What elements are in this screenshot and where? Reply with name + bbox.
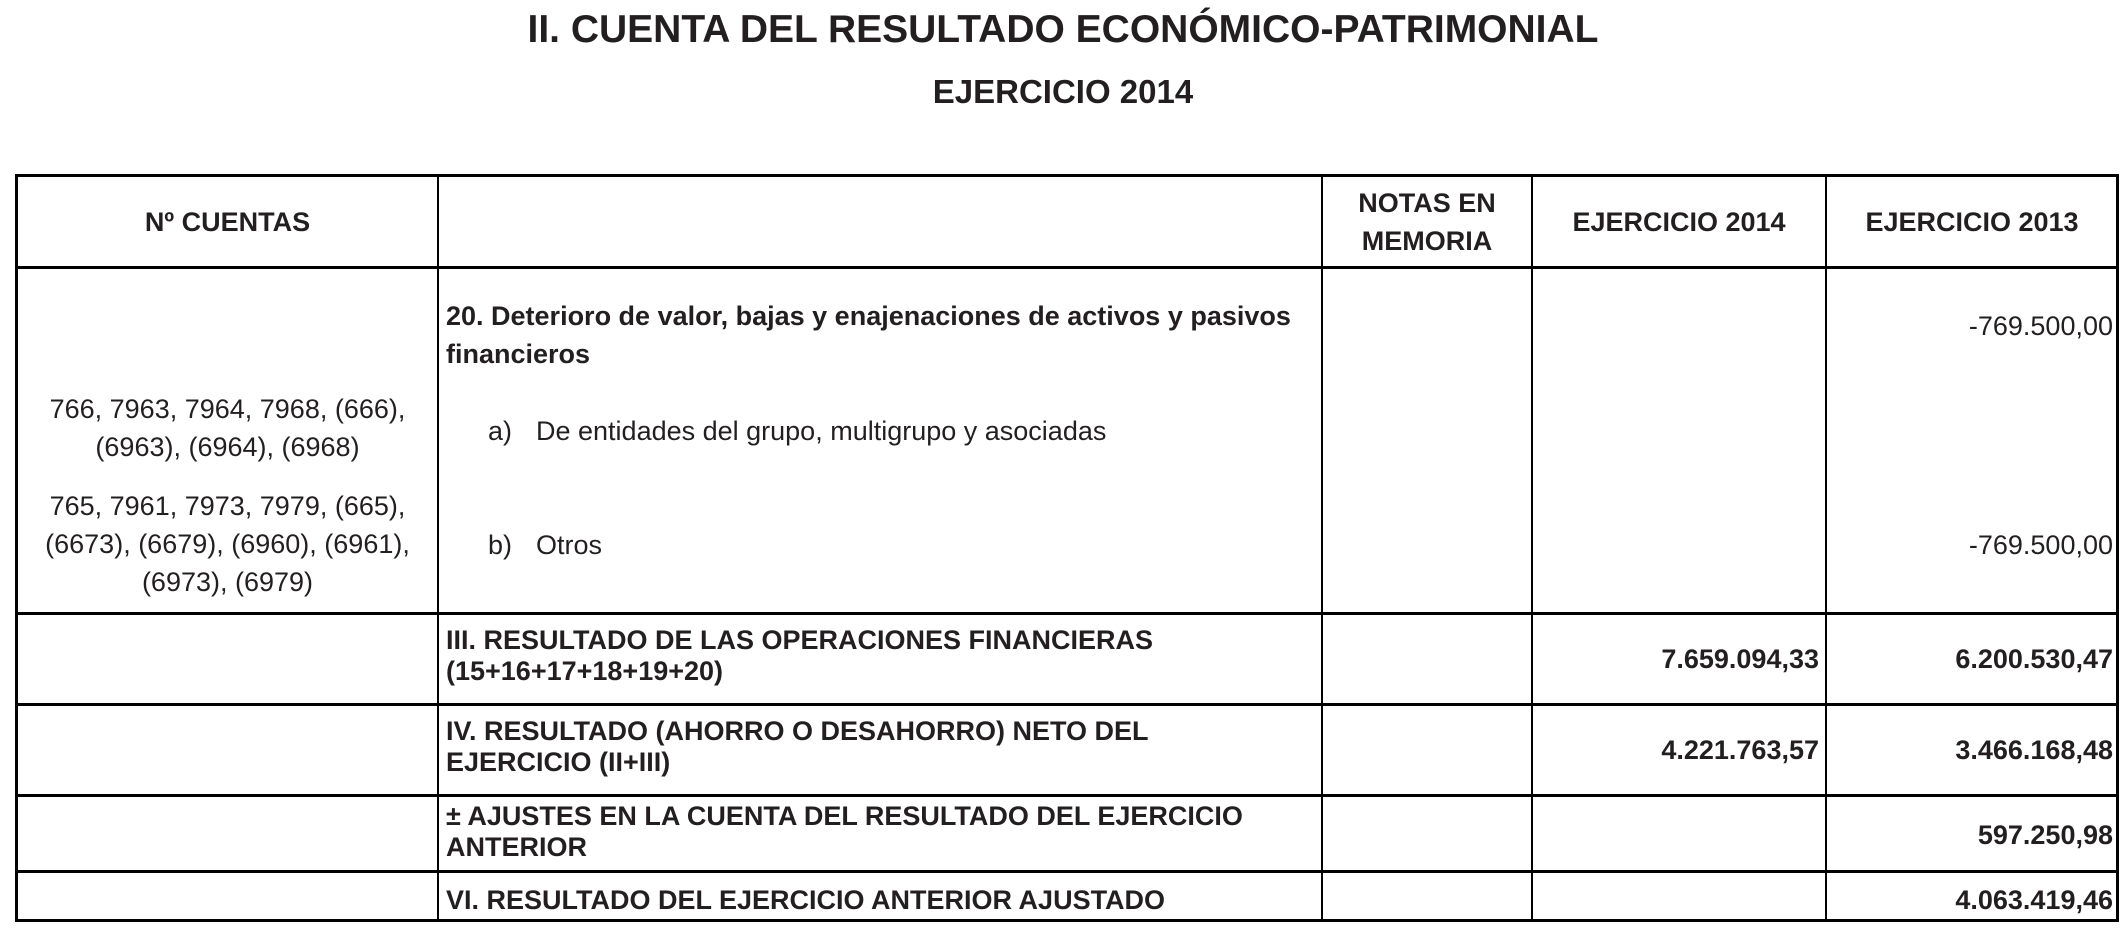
- cuentas-20b: [18, 487, 437, 601]
- value-20b-ej2013: -769.500,00: [1968, 530, 2113, 560]
- concept-iv-line1: IV. RESULTADO (AHORRO O DESAHORRO) NETO DEL: [446, 716, 1149, 746]
- value-20-ej2013: -769.500,00: [1968, 311, 2113, 341]
- value-ajustes-ej2013: 597.250,98: [1977, 820, 2113, 850]
- item-label: De entidades del grupo, multigrupo y asociadas: [536, 416, 1107, 446]
- header-cuentas: Nº CUENTAS: [144, 206, 311, 237]
- concept-20-line2: financieros: [446, 339, 591, 369]
- concept-20: [446, 297, 1316, 373]
- concept-20b: [488, 526, 1308, 564]
- document-title: II. CUENTA DEL RESULTADO ECONÓMICO-PATRIMONIAL: [527, 8, 1599, 51]
- cuentas-20b-line2: (6673), (6679), (6960), (6961),: [45, 529, 410, 559]
- header-notas-line2: MEMORIA: [1361, 225, 1493, 256]
- concept-vi: VI. RESULTADO DEL EJERCICIO ANTERIOR AJUSTADO: [446, 885, 1166, 915]
- item-label: Otros: [536, 530, 603, 560]
- concept-ajustes-line2: ANTERIOR: [446, 832, 587, 862]
- results-table: [15, 174, 2119, 922]
- cuentas-20b-line1: 765, 7961, 7973, 7979, (665),: [49, 491, 406, 521]
- concept-20a: [488, 412, 1308, 450]
- header-notas-line1: NOTAS EN: [1358, 187, 1496, 218]
- cuentas-20a: [18, 390, 437, 466]
- concept-ajustes-line1: ± AJUSTES EN LA CUENTA DEL RESULTADO DEL EJERCICIO: [446, 801, 1243, 831]
- header-concepto: [439, 177, 1321, 266]
- value-iv-ej2014: 4.221.763,57: [1661, 735, 1819, 765]
- column-divider: [437, 177, 439, 919]
- header-ejercicio-2014: EJERCICIO 2014: [1572, 206, 1786, 237]
- concept-iv-line2: EJERCICIO (II+III): [446, 747, 671, 777]
- header-notas-memoria: [1323, 177, 1531, 266]
- row-divider: [18, 794, 2116, 797]
- concept-ajustes: [446, 801, 1316, 863]
- cuentas-20a-line2: (6963), (6964), (6968): [95, 432, 360, 462]
- document-subtitle: EJERCICIO 2014: [932, 73, 1194, 110]
- value-iii-ej2013: 6.200.530,47: [1955, 644, 2113, 674]
- row-divider: [18, 870, 2116, 873]
- cuentas-20a-line1: 766, 7963, 7964, 7968, (666),: [49, 394, 406, 424]
- value-iv-ej2013: 3.466.168,48: [1955, 735, 2113, 765]
- row-divider: [18, 703, 2116, 706]
- column-divider: [1531, 177, 1533, 919]
- item-letter: a): [488, 416, 513, 446]
- concept-iii-line2: (15+16+17+18+19+20): [446, 656, 724, 686]
- row-divider: [18, 266, 2116, 269]
- item-letter: b): [488, 530, 513, 560]
- concept-iii: [446, 625, 1316, 687]
- value-vi-ej2013: 4.063.419,46: [1955, 885, 2113, 915]
- header-ejercicio-2013: EJERCICIO 2013: [1865, 206, 2079, 237]
- cuentas-20b-line3: (6973), (6979): [141, 567, 314, 597]
- concept-iii-line1: III. RESULTADO DE LAS OPERACIONES FINANCIERAS: [446, 625, 1154, 655]
- value-iii-ej2014: 7.659.094,33: [1661, 644, 1819, 674]
- column-divider: [1321, 177, 1323, 919]
- concept-iv: [446, 716, 1316, 778]
- concept-20-line1: 20. Deterioro de valor, bajas y enajenaciones de activos y pasivos: [446, 301, 1291, 331]
- row-divider: [18, 612, 2116, 615]
